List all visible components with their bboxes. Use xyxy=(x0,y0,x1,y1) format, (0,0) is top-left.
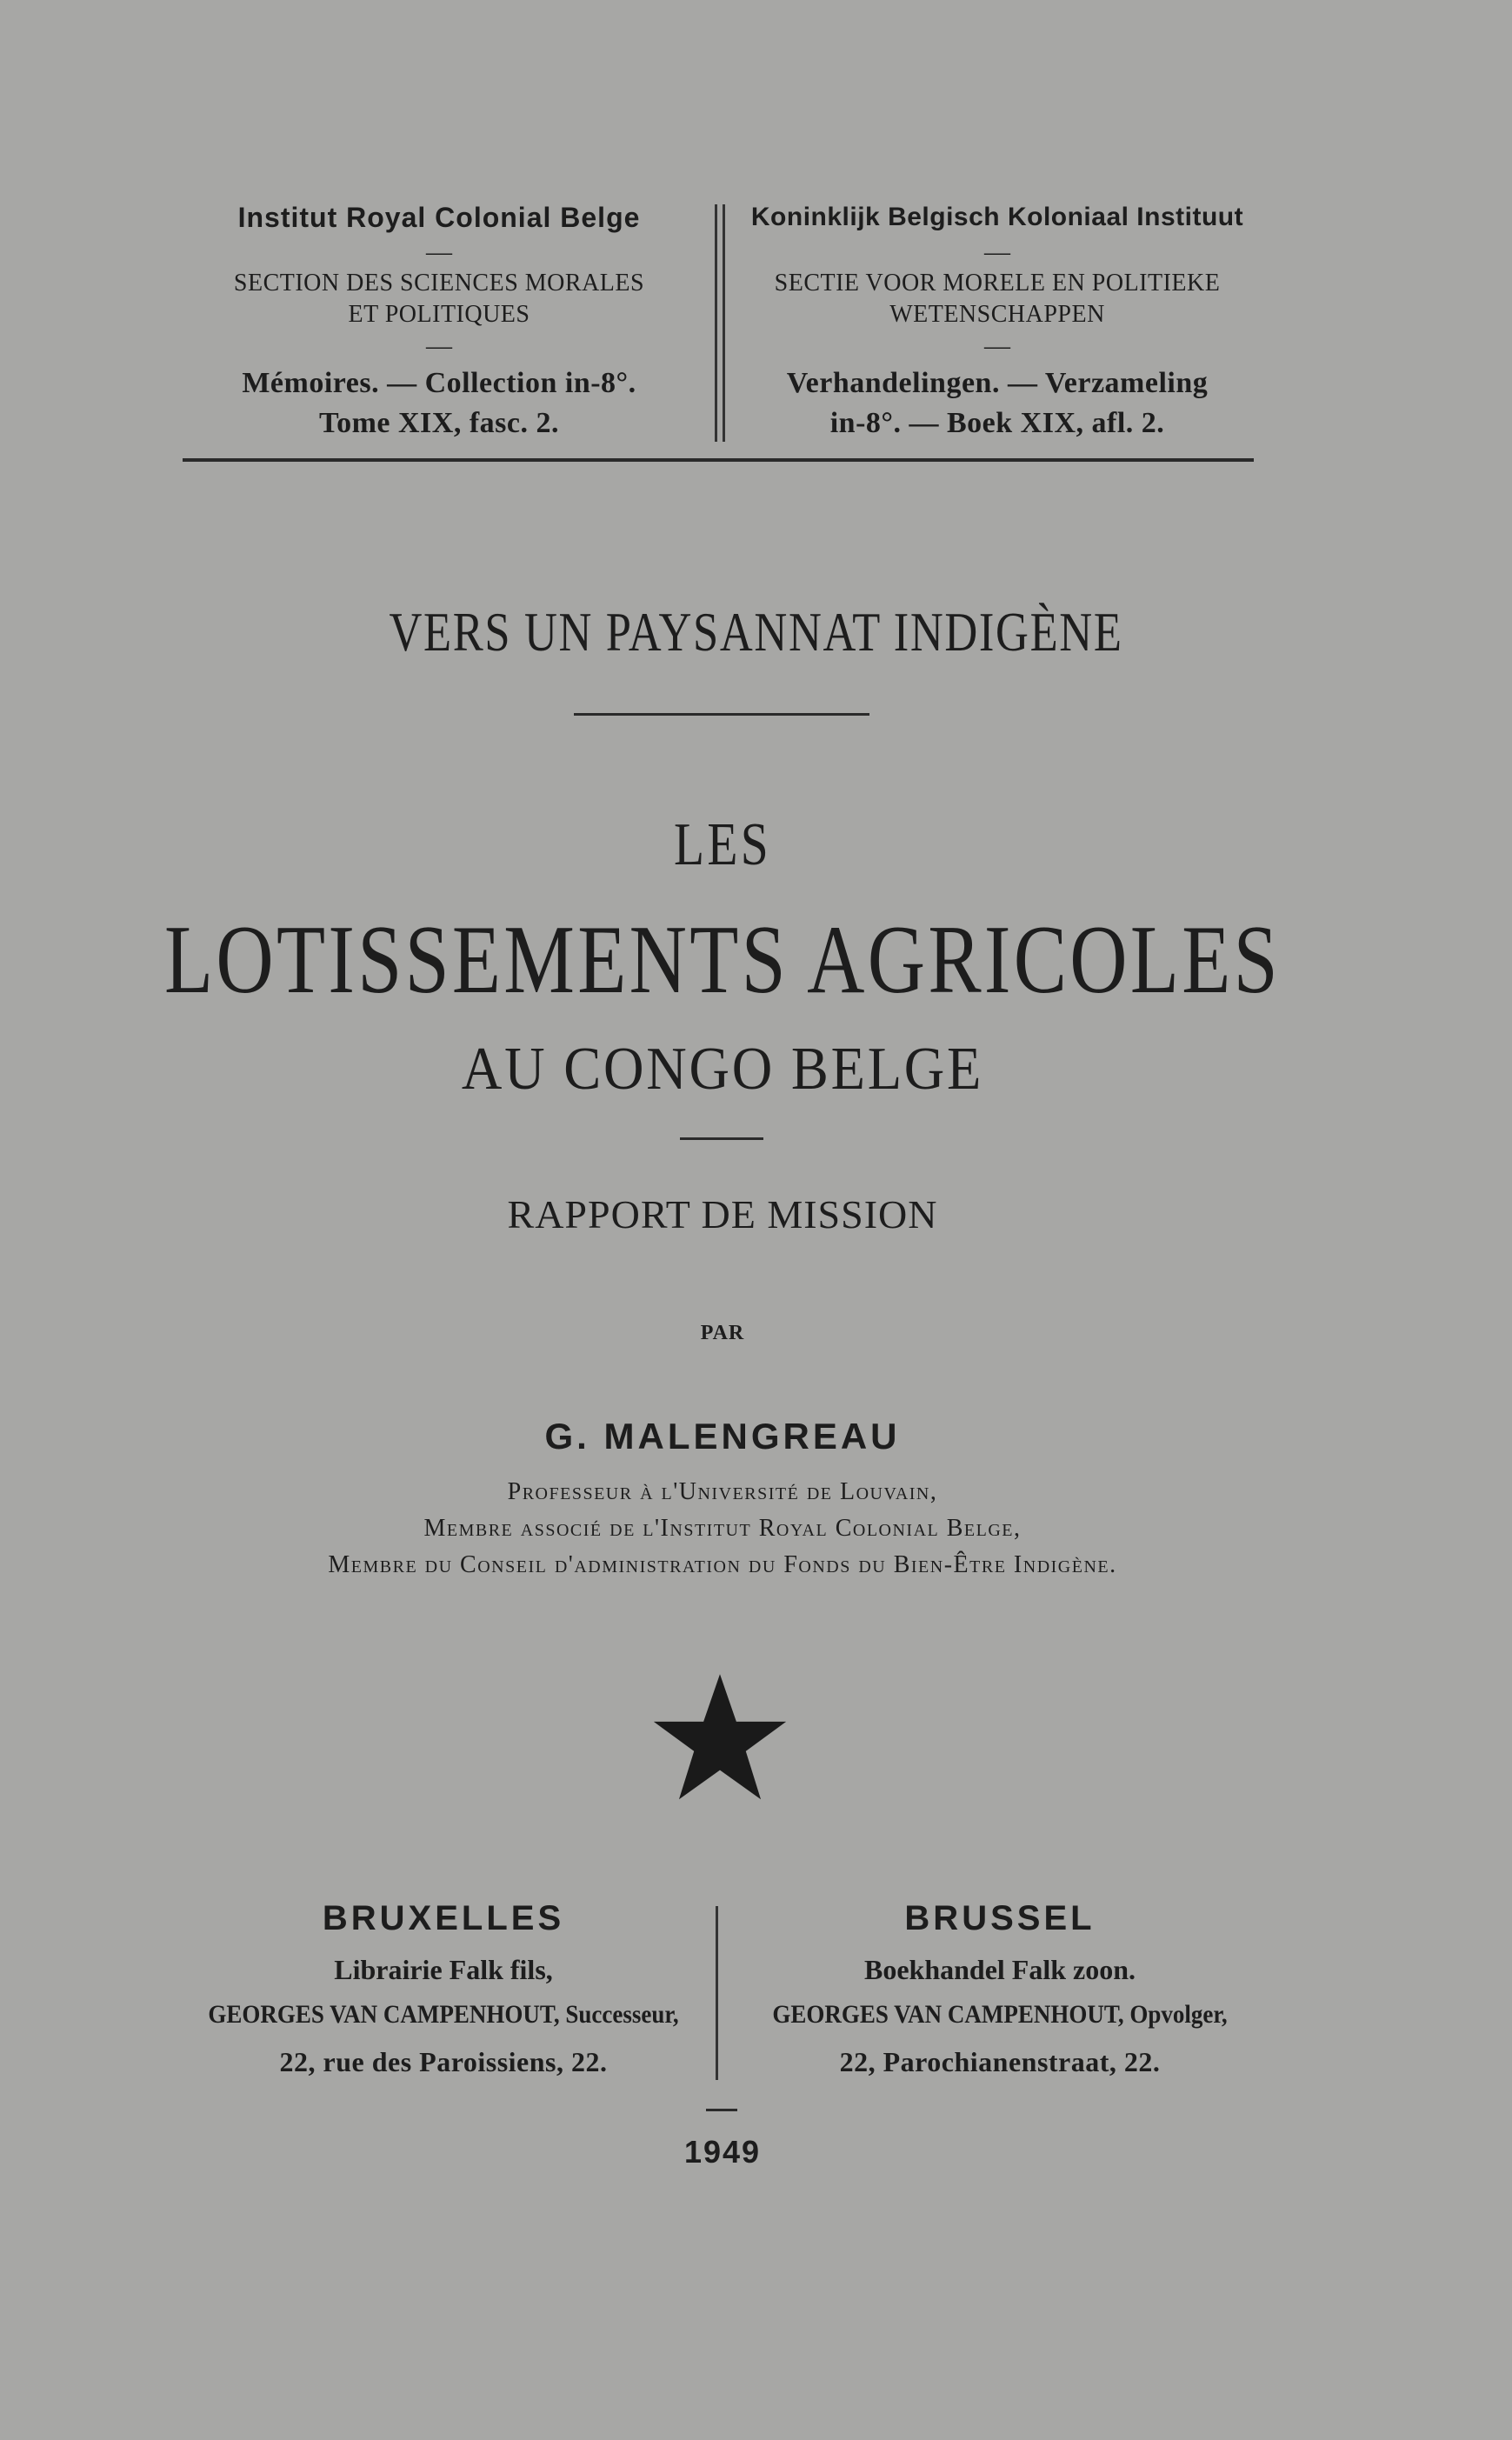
main-title: LOTISSEMENTS AGRICOLES xyxy=(163,906,1282,1014)
institute-name-fr: Institut Royal Colonial Belge xyxy=(237,202,641,233)
publisher-name: Boekhandel Falk zoon. xyxy=(863,1954,1136,1985)
publisher-successor: GEORGES VAN CAMPENHOUT, Successeur, xyxy=(208,2000,679,2029)
star-icon xyxy=(649,1671,791,1810)
series-info-line1: Mémoires. — Collection in-8°. xyxy=(242,367,636,399)
by-label: PAR xyxy=(700,1322,745,1344)
subtitle-rule xyxy=(680,1137,763,1140)
header-dash: — xyxy=(984,237,1010,266)
publisher-address: 22, rue des Paroissiens, 22. xyxy=(279,2046,608,2077)
title-rule xyxy=(574,713,869,716)
footer-right-column xyxy=(722,1894,1278,2085)
author-name: G. MALENGREAU xyxy=(544,1416,901,1457)
header-left-column xyxy=(178,198,700,442)
header-dash: — xyxy=(984,331,1010,360)
author-credential: Membre du Conseil d'administration du Fonds du Bien-Être Indigène. xyxy=(328,1551,1117,1578)
series-info-line1: Verhandelingen. — Verzameling xyxy=(786,367,1209,399)
header-dash: — xyxy=(426,237,452,266)
author-credential: Membre associé de l'Institut Royal Colonial Belge, xyxy=(423,1515,1022,1542)
author-credential: Professeur à l'Université de Louvain, xyxy=(507,1478,938,1505)
header-dash: — xyxy=(426,331,452,360)
section-name-line1: SECTIE VOOR MORELE EN POLITIEKE xyxy=(774,270,1221,297)
section-name-line2: WETENSCHAPPEN xyxy=(889,301,1105,328)
section-name-line1: SECTION DES SCIENCES MORALES xyxy=(233,270,645,297)
publication-year: 1949 xyxy=(683,2134,762,2170)
series-info-line2: in-8°. — Boek XIX, afl. 2. xyxy=(829,407,1165,439)
year-rule xyxy=(706,2109,737,2111)
header-column-divider xyxy=(715,204,725,442)
series-info-line2: Tome XIX, fasc. 2. xyxy=(319,407,559,439)
footer-column-divider xyxy=(716,1906,718,2080)
header-rule xyxy=(183,458,1254,462)
publisher-successor: GEORGES VAN CAMPENHOUT, Opvolger, xyxy=(772,2000,1228,2029)
series-title: VERS UN PAYSANNAT INDIGÈNE xyxy=(389,601,1123,663)
city-nl: BRUSSEL xyxy=(904,1899,1096,1937)
section-name-line2: ET POLITIQUES xyxy=(348,301,530,328)
publisher-address: 22, Parochianenstraat, 22. xyxy=(839,2046,1161,2077)
subtitle: AU CONGO BELGE xyxy=(461,1036,984,1103)
header-right-column xyxy=(736,198,1258,442)
city-fr: BRUXELLES xyxy=(322,1899,565,1937)
title-article: LES xyxy=(674,811,771,878)
footer-left-column xyxy=(165,1894,722,2085)
institute-name-nl: Koninklijk Belgisch Koloniaal Instituut xyxy=(750,203,1244,231)
report-type: RAPPORT DE MISSION xyxy=(507,1192,938,1237)
publisher-name: Librairie Falk fils, xyxy=(334,1954,553,1985)
